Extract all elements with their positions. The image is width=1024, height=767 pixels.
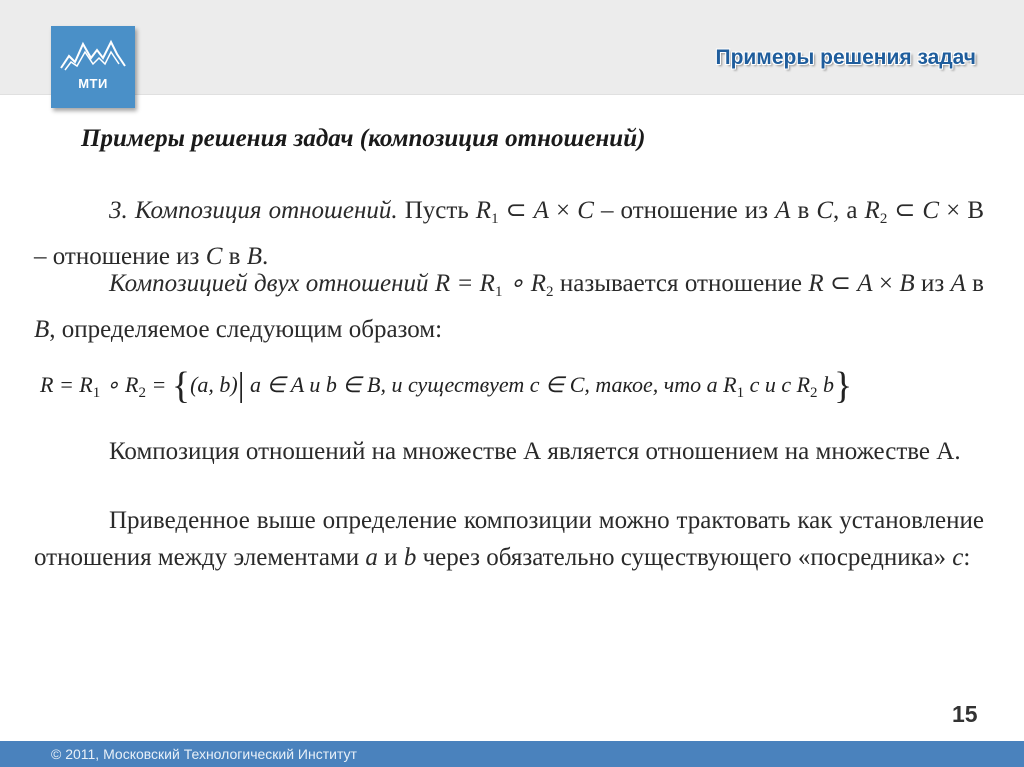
- text: в: [965, 270, 984, 297]
- text: .: [261, 243, 269, 270]
- footer-copyright: © 2011, Московский Технологический Институт: [51, 746, 357, 762]
- subscript: 2: [879, 211, 888, 227]
- symbol: R: [808, 270, 824, 297]
- formula-part: =: [145, 372, 172, 397]
- formula-part: (a, b): [190, 372, 238, 397]
- symbol: C: [205, 243, 223, 270]
- set-bar: |: [237, 367, 245, 404]
- formula-inline: R = R: [428, 270, 495, 297]
- subscript: 2: [546, 284, 554, 300]
- text: ×: [548, 197, 578, 224]
- subscript: 1: [92, 385, 101, 401]
- composition-lead: Композицией двух отношений: [109, 270, 429, 297]
- symbol: A: [857, 270, 873, 297]
- text: и: [377, 544, 404, 571]
- symbol: A: [533, 197, 549, 224]
- paragraph-definition: [34, 192, 984, 275]
- symbol: a: [365, 544, 378, 571]
- text: в: [790, 197, 817, 224]
- text: называется отношение: [553, 270, 809, 297]
- symbol: A: [775, 197, 791, 224]
- subscript: 1: [491, 211, 499, 227]
- symbol: c: [952, 544, 964, 571]
- text: × B – отношение из: [34, 197, 985, 270]
- composition-formula: [40, 364, 985, 408]
- formula-part: a ∈ A и b ∈ B, и существует c ∈ C, такое, что a R: [244, 372, 737, 397]
- paragraph-set-composition: Композиция отношений на множестве А является отношением на множестве А.: [109, 438, 961, 465]
- symbol: B: [899, 270, 915, 297]
- mti-logo: [51, 26, 135, 108]
- symbol: A: [950, 270, 966, 297]
- definition-lead: 3. Композиция отношений.: [109, 197, 398, 224]
- subscript: 2: [138, 385, 146, 401]
- text: ⊂: [498, 197, 534, 224]
- text: – отношение из: [593, 197, 776, 224]
- text: :: [963, 544, 971, 571]
- text: ⊂: [887, 197, 923, 224]
- subscript: 2: [810, 385, 818, 401]
- paragraph-interpretation: [34, 502, 984, 576]
- header-bar: [0, 0, 1024, 95]
- text: , а: [833, 197, 865, 224]
- formula-part: c и c R: [744, 372, 811, 397]
- symbol: C: [577, 197, 594, 224]
- page-number: 15: [952, 701, 978, 727]
- text: из: [914, 270, 951, 297]
- formula-part: ∘ R: [100, 372, 139, 397]
- footer-bar: [0, 741, 1024, 767]
- symbol: b: [403, 544, 417, 571]
- logo-text: МТИ: [78, 76, 108, 91]
- mountains-icon: [59, 36, 127, 72]
- text: через обязательно существующего «посредника»: [416, 544, 953, 571]
- text: ×: [872, 270, 900, 297]
- header-title: Примеры решения задач: [715, 46, 976, 69]
- subscript: 1: [494, 284, 503, 300]
- text: ⊂: [823, 270, 858, 297]
- formula-inline: ∘ R: [502, 270, 547, 297]
- symbol: C: [816, 197, 834, 224]
- formula-part: R = R: [40, 372, 93, 397]
- text: , определяемое следующим образом:: [49, 316, 443, 343]
- symbol: R: [475, 197, 492, 224]
- symbol: C: [922, 197, 940, 224]
- open-brace: {: [171, 365, 191, 407]
- subscript: 1: [736, 385, 745, 401]
- text: в: [222, 243, 247, 270]
- text: Пусть: [397, 197, 476, 224]
- text: Приведенное выше определение композиции можно трактовать как установление отношения между элементами: [34, 507, 984, 571]
- formula-part: b: [817, 372, 835, 397]
- close-brace: }: [834, 365, 853, 407]
- paragraph-composition: [34, 265, 984, 348]
- symbol: R: [864, 197, 880, 224]
- slide-title: Примеры решения задач (композиция отношений): [81, 125, 646, 152]
- symbol: B: [246, 243, 262, 270]
- symbol: B: [34, 316, 50, 343]
